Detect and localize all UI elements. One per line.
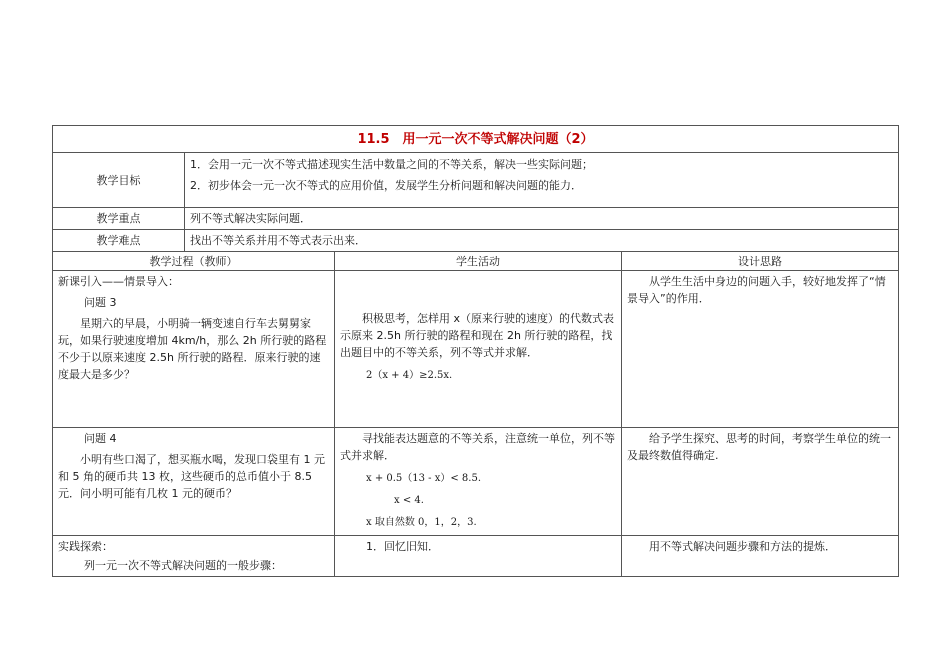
key-point-label: 教学重点 bbox=[53, 208, 185, 230]
goals-content bbox=[185, 153, 899, 208]
section-heading: 新课引入——情景导入： bbox=[58, 275, 179, 288]
goal-item: 1．会用一元一次不等式描述现实生活中数量之间的不等关系，解决一些实际问题； bbox=[190, 158, 593, 171]
lesson-title: 11.5 用一元一次不等式解决问题（2） bbox=[53, 126, 899, 153]
difficulty-text: 找出不等关系并用不等式表示出来． bbox=[185, 230, 899, 252]
student-cell-practice bbox=[335, 536, 622, 577]
integer-solutions: x 取自然数 0，1，2，3. bbox=[366, 517, 477, 528]
design-cell-practice bbox=[622, 536, 899, 577]
difficulty-label: 教学难点 bbox=[53, 230, 185, 252]
steps-text: 列一元一次不等式解决问题的一般步骤： bbox=[84, 559, 282, 572]
lesson-plan-table bbox=[52, 125, 899, 577]
column-header-student: 学生活动 bbox=[335, 252, 622, 271]
design-text: 从学生生活中身边的问题入手，较好地发挥了“情景导入”的作用． bbox=[627, 275, 886, 305]
design-text: 用不等式解决问题步骤和方法的提炼． bbox=[649, 540, 836, 553]
design-text: 给予学生探究、思考的时间，考察学生单位的统一及最终数值得确定. bbox=[627, 432, 891, 462]
problem-text: 小明有些口渴了，想买瓶水喝，发现口袋里有 1 元和 5 角的硬币共 13 枚，这些硬币的总币值小于 8.5 元．问小明可能有几枚 1 元的硬币？ bbox=[58, 453, 325, 500]
design-cell-problem3 bbox=[622, 271, 899, 428]
design-cell-problem4 bbox=[622, 428, 899, 536]
student-activity-text: 寻找能表达题意的不等关系，注意统一单位，列不等式并求解． bbox=[340, 432, 615, 462]
teacher-cell-problem4 bbox=[53, 428, 335, 536]
goals-label: 教学目标 bbox=[53, 153, 185, 208]
student-activity-text: 1．回忆旧知． bbox=[366, 540, 439, 553]
student-cell-problem3 bbox=[335, 271, 622, 428]
key-point-text: 列不等式解决实际问题． bbox=[185, 208, 899, 230]
teacher-cell-problem3 bbox=[53, 271, 335, 428]
student-cell-problem4 bbox=[335, 428, 622, 536]
teacher-cell-practice bbox=[53, 536, 335, 577]
section-heading: 实践探索： bbox=[58, 540, 113, 553]
inequality-formula: x + 0.5（13 - x）< 8.5. bbox=[366, 473, 482, 484]
problem-label: 问题 4 bbox=[84, 432, 117, 445]
inequality-solution: x < 4. bbox=[394, 495, 424, 506]
goal-item: 2．初步体会一元一次不等式的应用价值，发展学生分析问题和解决问题的能力． bbox=[190, 179, 582, 192]
problem-text: 星期六的早晨，小明骑一辆变速自行车去舅舅家玩，如果行驶速度增加 4km/h，那么 2h 所行驶的路程不少于以原来速度 2.5h 所行驶的路程．原来行驶的速度最大是多少？ bbox=[58, 317, 327, 381]
problem-label: 问题 3 bbox=[84, 296, 117, 309]
column-header-teacher: 教学过程（教师） bbox=[53, 252, 335, 271]
column-header-design: 设计思路 bbox=[622, 252, 899, 271]
inequality-formula: 2（x + 4）≥2.5x. bbox=[366, 370, 453, 381]
student-activity-text: 积极思考，怎样用 x（原来行驶的速度）的代数式表示原来 2.5h 所行驶的路程和现在 2h 所行驶的路程，找出题目中的不等关系，列不等式并求解． bbox=[340, 312, 615, 359]
